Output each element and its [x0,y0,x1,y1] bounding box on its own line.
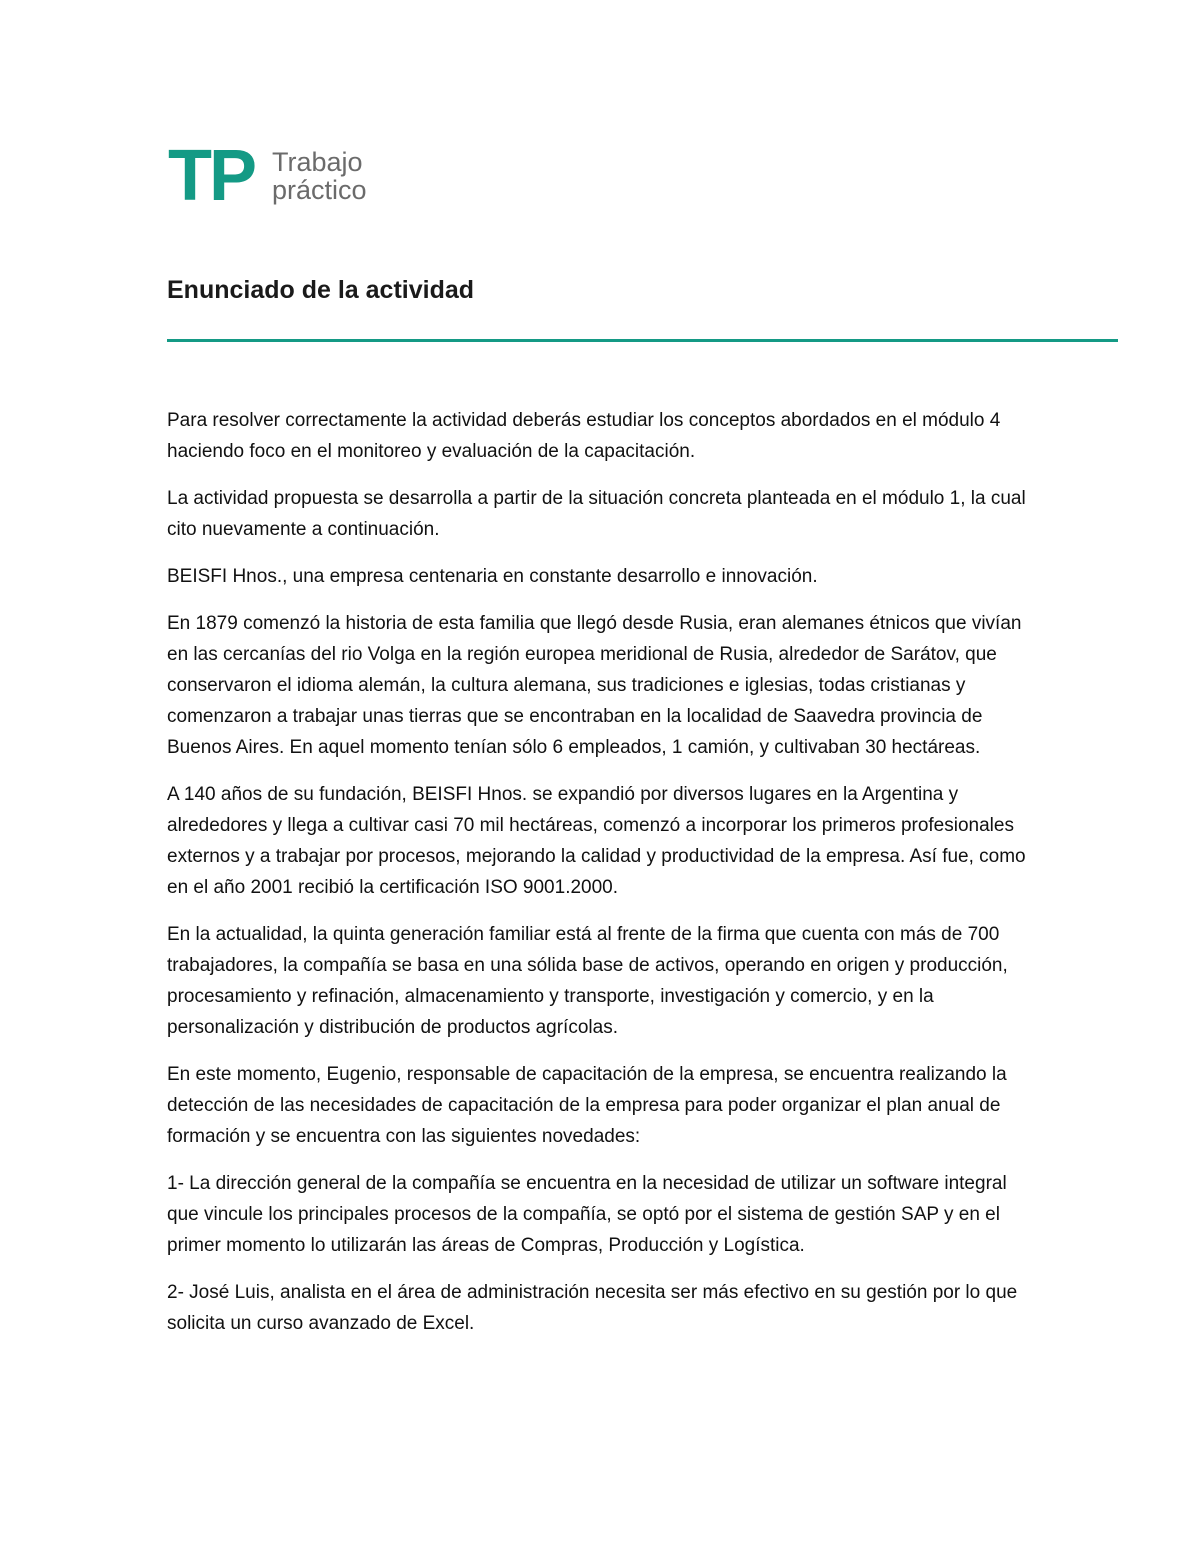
paragraph-item-1: 1- La dirección general de la compañía se encuentra en la necesidad de utilizar un software integral que vincule los principales procesos de la compañía, se optó por el sistema de gestión SAP y en el primer momento lo utilizarán las áreas de Compras, Producción y Logística. [167,1173,1007,1256]
paragraph-company: BEISFI Hnos., una empresa centenaria en constante desarrollo e innovación. [167,566,818,587]
logo-line-1: Trabajo [272,147,363,177]
paragraph-item-2: 2- José Luis, analista en el área de administración necesita ser más efectivo en su gestión por lo que solicita un curso avanzado de Excel. [167,1282,1018,1334]
logo-line-2: práctico [272,175,367,205]
page-title: Enunciado de la actividad [167,276,475,304]
paragraph-situation: En este momento, Eugenio, responsable de capacitación de la empresa, se encuentra realizando la detección de las necesidades de capacitación de la empresa para poder organizar el plan anual de formación y se encuentra con las siguientes novedades: [167,1064,1007,1147]
paragraph-intro: Para resolver correctamente la actividad deberás estudiar los conceptos abordados en el módulo 4 haciendo foco en el monitoreo y evaluación de la capacitación. [167,410,1001,462]
paragraph-expansion: A 140 años de su fundación, BEISFI Hnos. se expandió por diversos lugares en la Argentina y alrededores y llega a cultivar casi 70 mil hectáreas, comenzó a incorporar los primeros profesionales externos y a trabajar por procesos, mejorando la calidad y productividad de la empresa. Así fue, como en el año 2001 recibió la certificación ISO 9001.2000. [167,784,1026,898]
logo-wordmark [272,148,367,204]
paragraph-present: En la actualidad, la quinta generación familiar está al frente de la firma que cuenta con más de 700 trabajadores, la compañía se basa en una sólida base de activos, operando en origen y producción, procesamiento y refinación, almacenamiento y transporte, investigación y comercio, y en la personalización y distribución de productos agrícolas. [167,924,1008,1038]
paragraph-context: La actividad propuesta se desarrolla a partir de la situación concreta planteada en el módulo 1, la cual cito nuevamente a continuación. [167,488,1026,540]
title-divider [167,339,1118,342]
document-body [167,405,1042,1355]
paragraph-history: En 1879 comenzó la historia de esta familia que llegó desde Rusia, eran alemanes étnicos que vivían en las cercanías del rio Volga en la región europea meridional de Rusia, alrededor de Sarátov, que conservaron el idioma alemán, la cultura alemana, sus tradiciones e iglesias, todas cristianas y comenzaron a trabajar unas tierras que se encontraban en la localidad de Saavedra provincia de Buenos Aires. En aquel momento tenían sólo 6 empleados, 1 camión, y cultivaban 30 hectáreas. [167,613,1022,758]
tp-logo [168,136,367,216]
logo-mark: TP [168,136,255,216]
